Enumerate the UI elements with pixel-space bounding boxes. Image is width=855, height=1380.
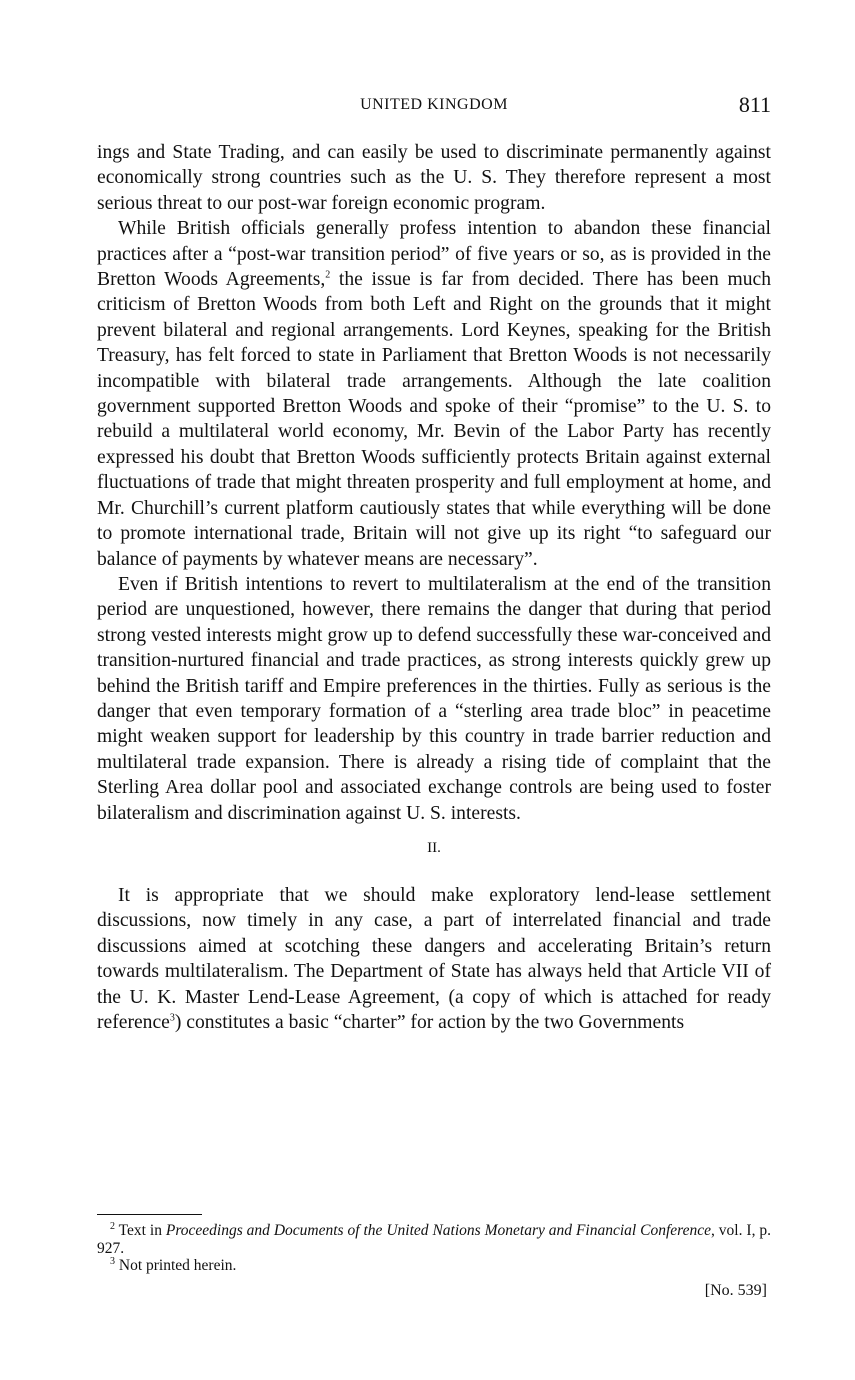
page-number: 811 <box>738 92 771 117</box>
paragraph-text: ) constitutes a basic “charter” for action by the two Governments <box>174 1012 685 1033</box>
running-head <box>97 92 771 124</box>
footnote-text: , vol. I, p. 927. <box>97 1222 771 1257</box>
paragraph-bretton-woods <box>97 216 771 572</box>
footnotes <box>97 1222 771 1275</box>
paragraph-continuation: ings and State Trading, and can easily be used to discriminate permanently against economically strong countries such as the U. S. They therefore represent a most serious threat to our post-war foreign economic program. <box>97 142 771 214</box>
paragraph-multilateralism: Even if British intentions to revert to multilateralism at the end of the transition period are unquestioned, however, there remains the danger that during that period strong vested interests might grow up to defend successfully these war-conceived and transition-nurtured financial and trade practices, as strong interests quickly grew up behind the British tariff and Empire preferences in the thirties. Fully as serious is the danger that even temporary formation of a “sterling area trade bloc” in peacetime might weaken support for leadership by this country in trade barrier reduction and multilateral trade expansion. There is already a rising tide of complaint that the Sterling Area dollar pool and associated exchange controls are being used to foster bilateralism and discrimination against U. S. interests. <box>97 573 771 824</box>
paragraph-text: While British officials generally profess intention to abandon these financial practices after a “post-war transition period” of five years or so, as is provided in the Bretton Woods Agreements, <box>97 218 771 291</box>
footnote-marker: 2 <box>110 1220 115 1232</box>
footnote-2 <box>97 1222 771 1257</box>
document-number: [No. 539] <box>704 1282 767 1299</box>
footnote-3 <box>97 1257 771 1275</box>
footnote-ref-2: 2 <box>325 269 331 281</box>
section-heading: II. <box>427 839 441 856</box>
footnote-text: Text in <box>115 1222 166 1239</box>
footnote-marker: 3 <box>110 1255 115 1267</box>
running-title: UNITED KINGDOM <box>360 96 508 113</box>
footnote-title: Proceedings and Documents of the United Nations Monetary and Financial Conference <box>165 1222 712 1239</box>
footnote-ref-3: 3 <box>169 1012 175 1024</box>
body-text <box>97 140 771 1035</box>
footnote-divider <box>97 1214 202 1215</box>
paragraph-text: It is appropriate that we should make exploratory lend-lease settlement discussions, now timely in any case, a part of interrelated financial and trade discussions aimed at scotching these dangers and accelerating Britain’s return towards multilateralism. The Department of State has always held that Article VII of the U. K. Master Lend-Lease Agreement, (a copy of which is attached for ready reference <box>97 884 771 1033</box>
footnote-text: Not printed herein. <box>115 1257 237 1274</box>
paragraph-text: the issue is far from decided. There has been much criticism of Bretton Woods from both Left and Right on the grounds that it might prevent bilateral and regional arrangements. Lord Keynes, speaking for the British Treasury, has felt forced to state in Parliament that Bretton Woods is not necessarily incompatible with bilateral trade arrangements. Although the late coalition government supported Bretton Woods and spoke of their “promise” to the U. S. to rebuild a multilateral world economy, Mr. Bevin of the Labor Party has recently expressed his doubt that Bretton Woods sufficiently protects Britain against external fluctuations of trade that might threaten prosperity and full employment at home, and Mr. Churchill’s current platform cautiously states that while everything will be done to promote international trade, Britain will not give up its right “to safeguard our balance of payments by whatever means are necessary”. <box>97 269 771 570</box>
paragraph-lend-lease <box>97 883 771 1035</box>
